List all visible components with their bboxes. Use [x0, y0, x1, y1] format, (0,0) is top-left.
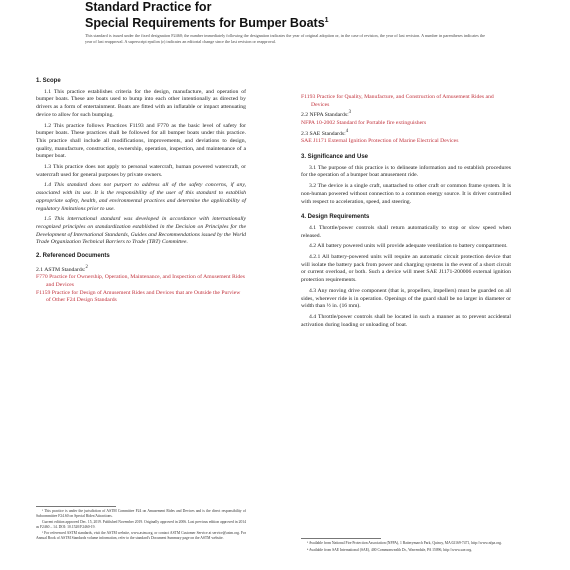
section-heading-scope: 1. Scope	[36, 78, 61, 84]
left-column	[36, 78, 246, 305]
paragraph-1-3: 1.3 This practice does not apply to personal watercraft, human powered watercraft, or watercraft used for general purposes by private owners.	[36, 164, 246, 178]
section-heading-significance: 3. Significance and Use	[301, 154, 369, 160]
footnote-1: ¹ This practice is under the jurisdiction of ASTM Committee F24 on Amusement Rides and Devices and is the direct responsibility of Subcommittee F24.60 on Special Rides/Attractions.	[36, 509, 246, 518]
section-heading-design: 4. Design Requirements	[301, 214, 370, 221]
astm-standards-label: 2.1 ASTM Standards:$^2$	[36, 264, 88, 273]
footnote-3: ³ Available from National Fire Protection Association (NFPA), 1 Batterymarch Park, Quincy, MA 02169-7471, http://www.nfpa.org.	[307, 541, 502, 545]
title-line-2: Special Requirements for Bumper Boats$^1$	[85, 16, 329, 31]
footnote-1-edition: Current edition approved Dec. 15, 2019. Published November 2019. Originally approved in 2006. Last previous edition approved in 2014 as F2460 – 14. DOI: 10.1520/F2460-19.	[36, 520, 246, 529]
sae-standards-label: 2.3 SAE Standards:$^4$	[301, 128, 349, 137]
reference-nfpa-10[interactable]: NFPA 10-2002 Standard for Portable fire extinguishers	[301, 120, 427, 126]
reference-nfpa-10-link[interactable]: Standard for Portable fire extinguishers	[336, 120, 427, 126]
right-column	[301, 42, 511, 332]
paragraph-1-4: 1.4 This standard does not purport to address all of the safety concerns, if any, associated with its use. It is the responsibility of the user of this standard to establish appropriate safety, health, and environmental practices and determine the applicability of regulatory limitations prior to use.	[36, 182, 246, 212]
reference-f1193-link[interactable]: Practice for Quality, Manufacture, and Construction of Amusement Rides and Devices	[311, 94, 494, 108]
reference-f770[interactable]: F770 Practice for Ownership, Operation, Maintenance, and Inspection of Amusement Rides and Devices	[36, 274, 245, 289]
designation-note: This standard is issued under the fixed designation F2460; the number immediately following the designation indicates the year of original adoption or, in the case of revision, the year of last revision. A number in parentheses indicates the year of last reapproval. A superscript epsilon (ε) indicates an editorial change since the last revision or reapproval.	[85, 33, 485, 44]
paragraph-4-4: 4.4 Throttle/power controls shall be located in such a manner as to prevent accidental activation during loading or unloading of boat.	[301, 313, 511, 328]
document-title	[85, 0, 329, 30]
paragraph-1-2: 1.2 This practice follows Practices F1193 and F770 as the basic level of safety for bumper boats. These practices shall be followed for all bumper boats under this practice. This practice shall include all modifications, improvements, and deviations to design, quality, manufacture, construction, ownership, operation, inspection, and maintenance of a bumper boat.	[36, 122, 246, 160]
title-footnote-mark: 1	[324, 17, 329, 24]
reference-f1193[interactable]: F1193 Practice for Quality, Manufacture, and Construction of Amusement Rides and Devices	[301, 94, 494, 108]
footnote-rule-left	[36, 506, 116, 507]
title-line-1: Standard Practice for	[85, 0, 212, 14]
footnote-rule-right	[301, 538, 381, 539]
footnote-4: ⁴ Available from SAE International (SAE), 400 Commonwealth Dr., Warrendale, PA 15096, http://www.sae.org.	[307, 547, 473, 552]
paragraph-1-5: 1.5 This international standard was developed in accordance with internationally recognized principles on standardization established in the Decision on Principles for the Development of International Standards, Guides and Recommendations issued by the World Trade Organization Technical Barriers to Trade (TBT) Committee.	[36, 216, 246, 246]
reference-sae-j1171[interactable]: SAE J1171 External Ignition Protection of Marine Electrical Devices	[301, 138, 459, 145]
reference-sae-j1171-link[interactable]: External Ignition Protection of Marine Electrical Devices	[327, 138, 459, 145]
paragraph-4-2-1: 4.2.1 All battery-powered units will require an automatic circuit protection device that will isolate the battery pack from power and charging systems in the event of a short circuit or current overload, or both. Such a device will meet SAE J1171-200006 external ignition protection requirements.	[301, 254, 511, 284]
reference-f1159-link[interactable]: Practice for Design of Amusement Rides and Devices that are Outside the Purview of Other F24 Design Standards	[46, 289, 241, 304]
paragraph-3-1: 3.1 The purpose of this practice is to delineate information and to establish procedures for the operation of a bumper boat amusement ride.	[301, 164, 511, 179]
footnote-2: ² For referenced ASTM standards, visit the ASTM website, www.astm.org, or contact ASTM Customer Service at service@astm.org. For Annual Book of ASTM Standards volume information, refer to the standard's Document Summary page on the ASTM website.	[36, 531, 246, 540]
reference-f770-link[interactable]: Practice for Ownership, Operation, Maintenance, and Inspection of Amusement Rides and Devices	[46, 274, 245, 289]
paragraph-4-3: 4.3 Any moving drive component (that is, propellers, impellers) must be guarded on all sides, wherever ride is in operation. Openings of the guard shall be no larger in diameter or width than ½ in. (16 mm).	[301, 287, 511, 310]
nfpa-standards-label: 2.2 NFPA Standards:$^3$	[301, 110, 352, 119]
paragraph-4-1: 4.1 Throttle/power controls shall return automatically to stop or slow speed when released.	[301, 224, 511, 239]
footnotes-left	[36, 509, 246, 543]
footnotes-right	[301, 541, 511, 554]
paragraph-3-2: 3.2 The device is a single craft, unattached to other craft or common frame system. It is non-human powered without connection to a common energy source. It is driver controlled with respect to acceleration, speed, and steering.	[301, 183, 511, 205]
paragraph-4-2: 4.2 All battery powered units will provide adequate ventilation to battery compartment.	[309, 243, 508, 250]
section-heading-referenced-documents: 2. Referenced Documents	[36, 253, 110, 260]
paragraph-1-1: 1.1 This practice establishes criteria for the design, manufacture, and operation of bumper boats. These are boats used to bump into each other intentionally as directed by drivers as a form of entertainment. Boats are fitted with an inflatable or impact attenuating device to allow for such bumping.	[36, 88, 246, 118]
reference-f1159[interactable]: F1159 Practice for Design of Amusement Rides and Devices that are Outside the Purview of Other F24 Design Standards	[36, 289, 241, 304]
